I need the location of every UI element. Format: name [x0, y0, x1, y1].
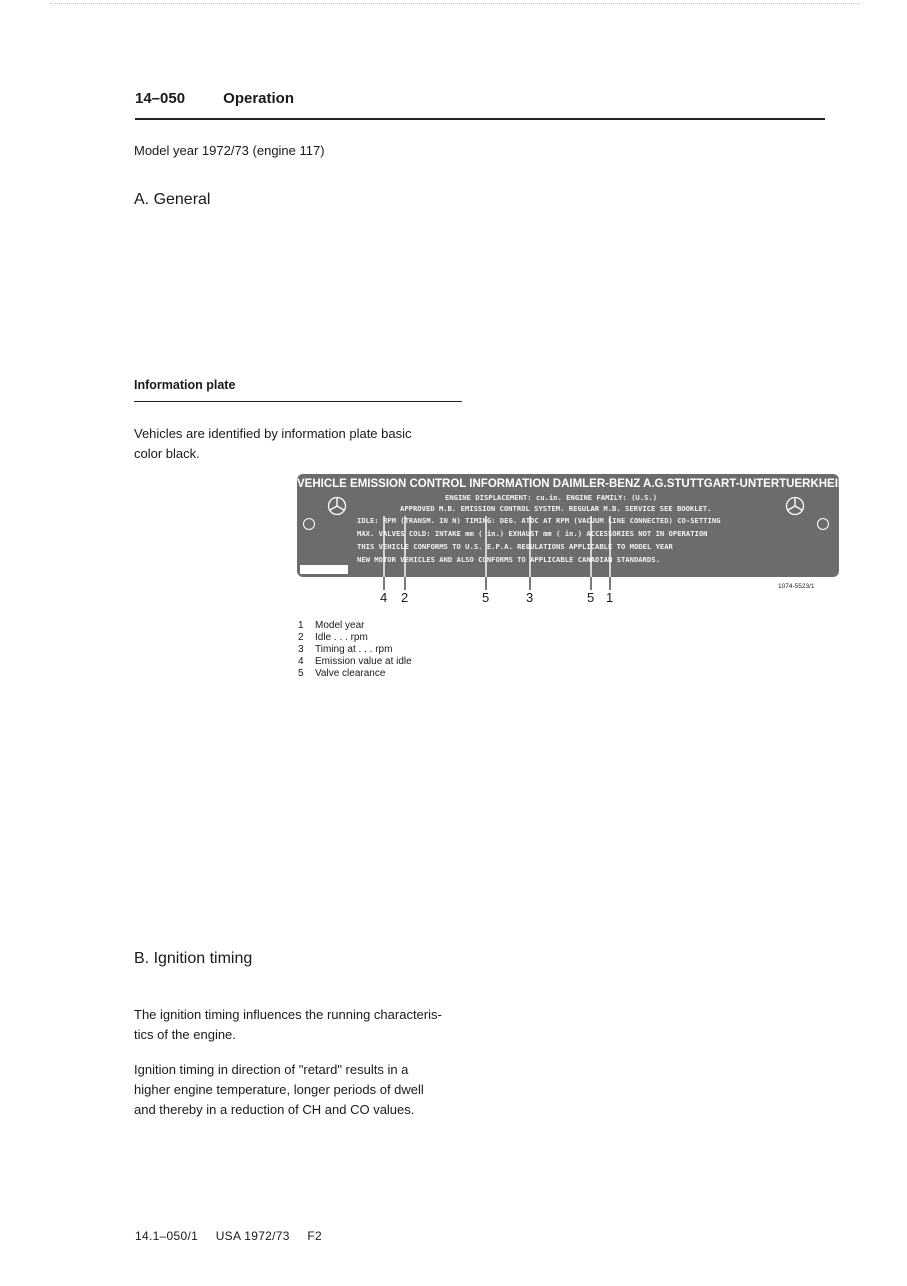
footer-code: 14.1–050/1: [135, 1229, 199, 1243]
legend-item: 5 Valve clearance: [298, 668, 386, 679]
info-plate-heading: Information plate: [134, 378, 236, 392]
footer-market: USA 1972/73: [215, 1229, 290, 1243]
callout-label: 3: [526, 590, 534, 605]
callout-label: 4: [380, 590, 388, 605]
callout-label: 5: [587, 590, 595, 605]
plate-line: APPROVED M.B. EMISSION CONTROL SYSTEM. REGULAR M.B. SERVICE SEE BOOKLET.: [400, 504, 712, 513]
plate-line: IDLE: RPM (TRANSM. IN N) TIMING: DEG. ATDC AT RPM (VACUUM LINE CONNECTED) CO-SETTING: [357, 516, 721, 525]
footer-version: F2: [307, 1229, 322, 1243]
section-a-heading: A. General: [134, 191, 211, 208]
callout-label: 2: [401, 590, 409, 605]
section-title: Operation: [223, 90, 295, 107]
text-line: higher engine temperature, longer periods of dwell: [134, 1082, 424, 1097]
page-footer: [135, 1229, 336, 1243]
text-line: and thereby in a reduction of CH and CO values.: [134, 1102, 415, 1117]
section-number: 14–050: [135, 90, 186, 107]
text-line: Ignition timing in direction of "retard" results in a: [134, 1062, 409, 1077]
text-line: tics of the engine.: [134, 1027, 236, 1042]
legend-item: 3 Timing at . . . rpm: [298, 644, 393, 655]
figure-reference: 1074-5523/1: [778, 583, 815, 590]
plate-line: NEW MOTOR VEHICLES AND ALSO CONFORMS TO APPLICABLE CANADIAN STANDARDS.: [357, 555, 660, 564]
callout-label: 5: [482, 590, 490, 605]
text-line: color black.: [134, 446, 200, 461]
callout-label: 1: [606, 590, 614, 605]
plate-line: THIS VEHICLE CONFORMS TO U.S. E.P.A. REGULATIONS APPLICABLE TO MODEL YEAR: [357, 542, 673, 551]
figure-legend: [298, 620, 412, 680]
text-line: The ignition timing influences the running characteris-: [134, 1007, 442, 1022]
ignition-paragraph-2: [134, 1060, 424, 1120]
section-b-heading: B. Ignition timing: [134, 950, 253, 967]
plate-title: VEHICLE EMISSION CONTROL INFORMATION DAIMLER-BENZ A.G.STUTTGART-UNTERTUERKHEIM: [297, 478, 848, 490]
legend-item: 4 Emission value at idle: [298, 656, 412, 667]
legend-item: 2 Idle . . . rpm: [298, 632, 368, 643]
model-year-line: Model year 1972/73 (engine 117): [134, 143, 325, 158]
plate-line: ENGINE DISPLACEMENT: cu.in. ENGINE FAMILY: (U.S.): [445, 493, 658, 502]
plate-line: MAX. VALVES COLD: INTAKE mm ( in.) EXHAUST mm ( in.) ACCESSORIES NOT IN OPERATION: [357, 529, 708, 538]
legend-item: 1 Model year: [298, 620, 365, 631]
text-line: Vehicles are identified by information plate basic: [134, 426, 412, 441]
ignition-paragraph-1: [134, 1005, 442, 1045]
